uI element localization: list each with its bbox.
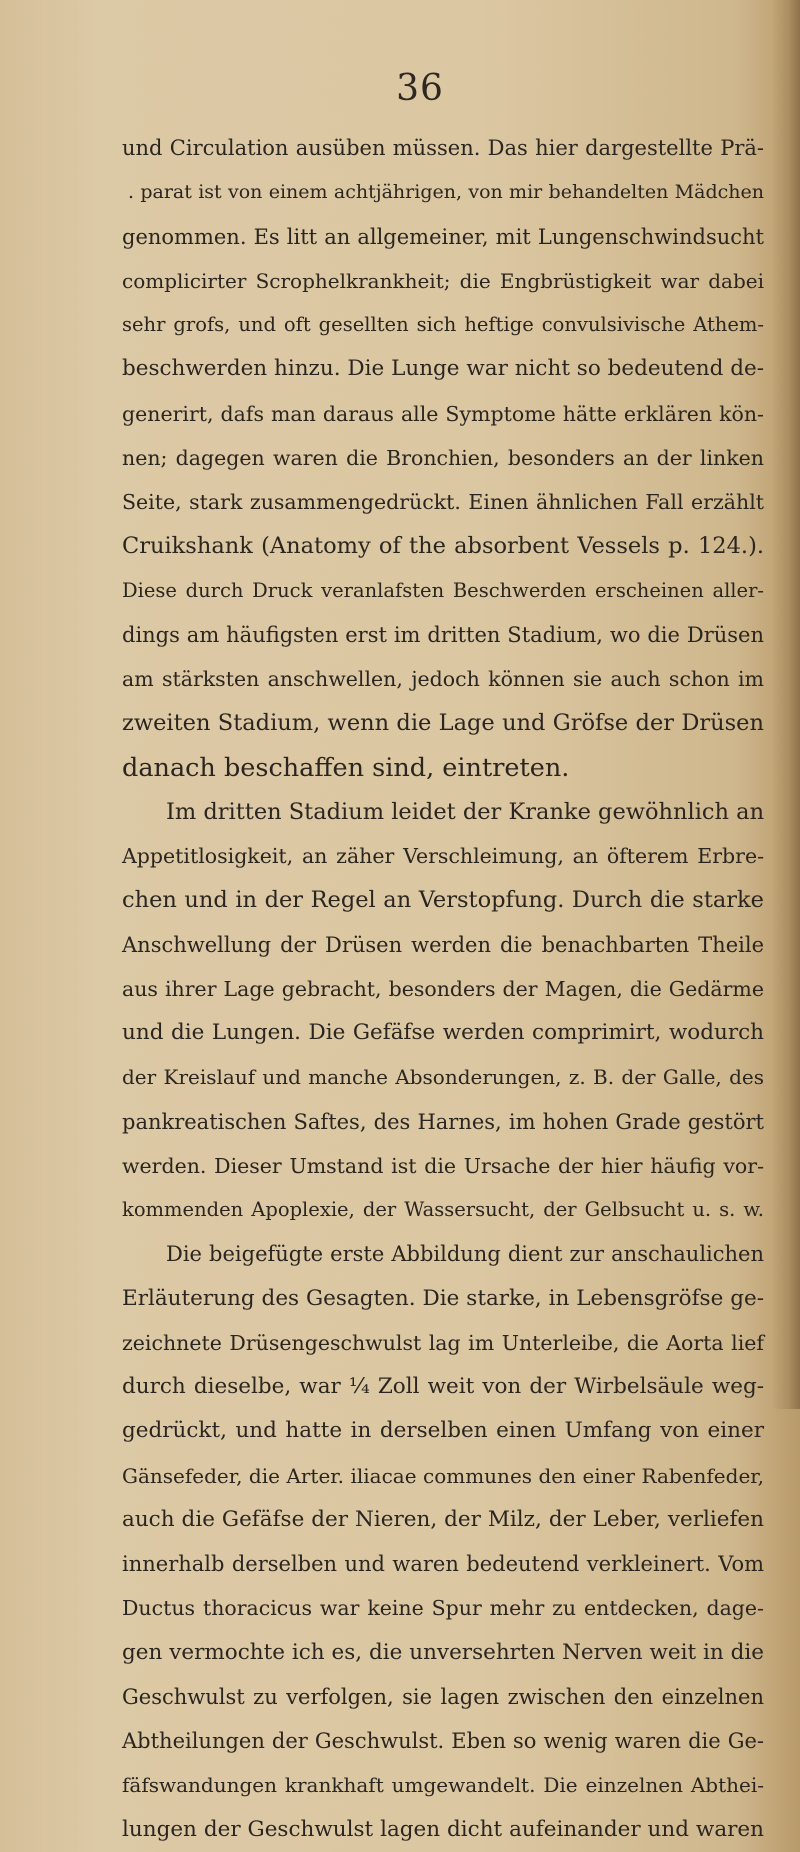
text-line: kommenden Apoplexie, der Wassersucht, der Gelbsucht u. s. w. [122, 1198, 764, 1221]
text-line: zweiten Stadium, wenn die Lage und Gröfse der Drüsen [122, 710, 764, 737]
text-line: genommen. Es litt an allgemeiner, mit Lungenschwindsucht [122, 224, 764, 249]
text-line: gedrückt, und hatte in derselben einen Umfang von einer [122, 1418, 764, 1444]
text-line: fäfswandungen krankhaft umgewandelt. Die einzelnen Abthei- [122, 1773, 764, 1798]
text-line: beschwerden hinzu. Die Lunge war nicht so bedeutend de- [122, 356, 764, 382]
paragraph-start-line: Im dritten Stadium leidet der Kranke gewöhnlich an [166, 798, 765, 825]
text-line: Erläuterung des Gesagten. Die starke, in Lebensgröfse ge- [122, 1285, 764, 1311]
text-line: lungen der Geschwulst lagen dicht aufeinander und waren [122, 1816, 764, 1842]
text-line: Anschwellung der Drüsen werden die benachbarten Theile [122, 932, 764, 957]
text-line: pankreatischen Saftes, des Harnes, im hohen Grade gestört [122, 1109, 764, 1134]
text-line: sehr grofs, und oft gesellten sich heftige convulsivische Athem- [122, 313, 764, 336]
text-line: am stärksten anschwellen, jedoch können sie auch schon im [122, 667, 764, 691]
body-text [122, 126, 764, 1852]
text-line: Cruikshank (Anatomy of the absorbent Vessels p. 124.). [122, 533, 764, 560]
page-number: 36 [396, 68, 444, 109]
text-line: innerhalb derselben und waren bedeutend verkleinert. Vom [122, 1552, 764, 1576]
text-line: auch die Gefäfse der Nieren, der Milz, der Leber, verliefen [122, 1506, 764, 1532]
text-line: der Kreislauf und manche Absonderungen, z. B. der Galle, des [122, 1065, 764, 1090]
text-line: durch dieselbe, war ¼ Zoll weit von der Wirbelsäule weg- [122, 1374, 764, 1399]
text-line: werden. Dieser Umstand ist die Ursache der hier häufig vor- [122, 1153, 764, 1178]
paragraph-start-line: Die beigefügte erste Abbildung dient zur anschaulichen [166, 1242, 764, 1267]
text-line: nen; dagegen waren die Bronchien, besonders an der linken [122, 445, 764, 470]
text-line: Ductus thoracicus war keine Spur mehr zu entdecken, dage- [122, 1596, 764, 1621]
text-line: danach beschaffen sind, eintreten. [122, 752, 570, 783]
text-line: . parat ist von einem achtjährigen, von mir behandelten Mädchen [128, 181, 764, 204]
text-line: Seite, stark zusammengedrückt. Einen ähnlichen Fall erzählt [122, 490, 764, 514]
text-line: zeichnete Drüsengeschwulst lag im Unterleibe, die Aorta lief [122, 1330, 764, 1355]
text-line: chen und in der Regel an Verstopfung. Durch die starke [122, 887, 764, 914]
text-line: dings am häufigsten erst im dritten Stadium, wo die Drüsen [122, 622, 764, 647]
text-line: generirt, dafs man daraus alle Symptome hätte erklären kön- [122, 401, 764, 426]
text-line: Abtheilungen der Geschwulst. Eben so wenig waren die Ge- [122, 1729, 764, 1753]
text-line: Geschwulst zu verfolgen, sie lagen zwischen den einzelnen [122, 1684, 764, 1709]
text-line: aus ihrer Lage gebracht, besonders der Magen, die Gedärme [122, 976, 764, 1001]
text-line: Diese durch Druck veranlafsten Beschwerden erscheinen aller- [122, 578, 764, 602]
text-line: Appetitlosigkeit, an zäher Verschleimung, an öfterem Erbre- [122, 844, 764, 868]
text-line: Gänsefeder, die Arter. iliacae communes den einer Rabenfeder, [122, 1463, 764, 1488]
text-line: und die Lungen. Die Gefäfse werden comprimirt, wodurch [122, 1020, 764, 1045]
text-line: und Circulation ausüben müssen. Das hier dargestellte Prä- [122, 136, 764, 160]
text-line: gen vermochte ich es, die unversehrten Nerven weit in die [122, 1639, 764, 1665]
page-edge-shadow [772, 0, 800, 1409]
text-line: complicirter Scrophelkrankheit; die Engbrüstigkeit war dabei [122, 268, 764, 293]
